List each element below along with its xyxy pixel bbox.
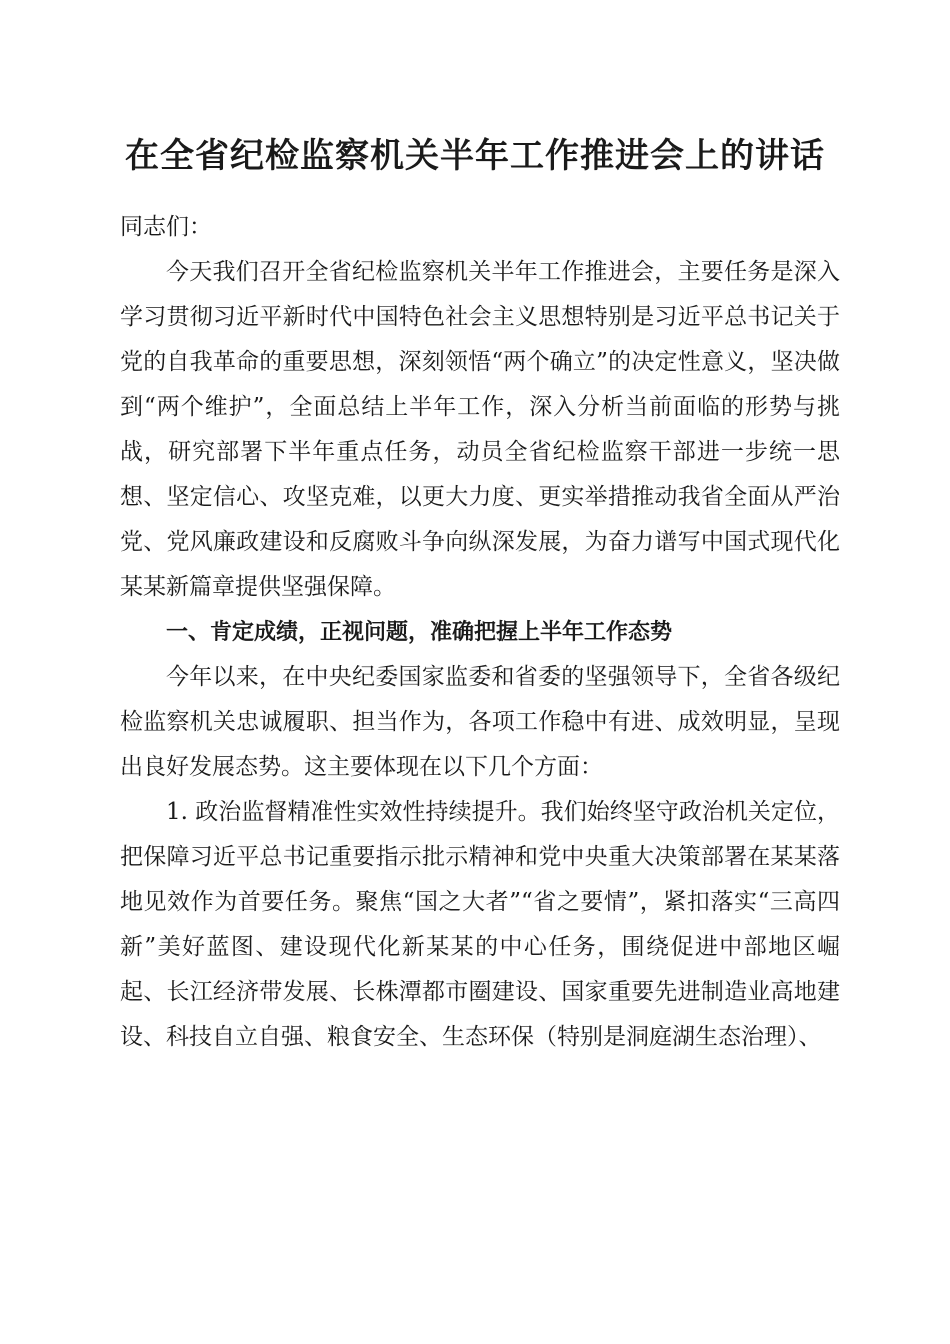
intro-paragraph: 今天我们召开全省纪检监察机关半年工作推进会，主要任务是深入学习贯彻习近平新时代中国特色社会主义思想特别是习近平总书记关于党的自我革命的重要思想，深刻领悟“两个确立”的决定性意义，坚决做到“两个维护”，全面总结上半年工作，深入分析当前面临的形势与挑战，研究部署下半年重点任务，动员全省纪检监察干部进一步统一思想、坚定信心、攻坚克难，以更大力度、更实举措推动我省全面从严治党、党风廉政建设和反腐败斗争向纵深发展，为奋力谱写中国式现代化某某新篇章提供坚强保障。 [120, 259, 840, 600]
section-paragraph-2: 1. 政治监督精准性实效性持续提升。我们始终坚守政治机关定位，把保障习近平总书记重要指示批示精神和党中央重大决策部署在某某落地见效作为首要任务。聚焦“国之大者”“省之要情”，紧扣落实“三高四新”美好蓝图、建设现代化新某某的中心任务，围绕促进中部地区崛起、长江经济带发展、长株潭都市圈建设、国家重要先进制造业高地建设、科技自立自强、粮食安全、生态环保（特别是洞庭湖生态治理）、 [120, 799, 840, 1050]
section-heading: 一、肯定成绩，正视问题，准确把握上半年工作态势 [166, 620, 673, 645]
document-body [120, 205, 840, 1060]
salutation: 同志们： [120, 214, 212, 240]
document-title: 在全省纪检监察机关半年工作推进会上的讲话 [125, 136, 825, 176]
section-paragraph-1: 今年以来，在中央纪委国家监委和省委的坚强领导下，全省各级纪检监察机关忠诚履职、担当作为，各项工作稳中有进、成效明显，呈现出良好发展态势。这主要体现在以下几个方面： [120, 664, 840, 780]
